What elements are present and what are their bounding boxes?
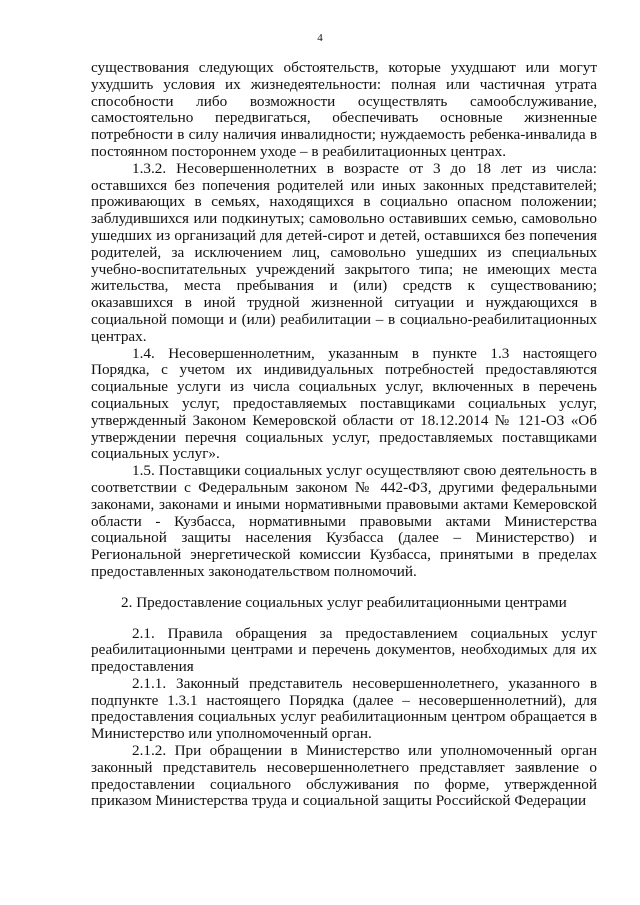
paragraph-2-1: 2.1. Правила обращения за предоставлением социальных услуг реабилитационными центрами и перечень документов, необходимых для их предоставления: [91, 624, 597, 676]
paragraph-1-3-2: 1.3.2. Несовершеннолетних в возрасте от 3 до 18 лет из числа: оставшихся без попечения родителей или иных законных представителей; проживающих в семьях, находящихся в социально опасном положении; заблудившихся или подкинутых; самовольно оставивших семью, самовольно ушедших из организаций для детей-сирот и детей, оставшихся без попечения родителей, за исключением лиц, самовольно ушедших из специальных учебно-воспитательных учреждений закрытого типа; не имеющих места жительства, места пребывания и (или) средств к существованию; оказавшихся в иной трудной жизненной ситуации и нуждающихся в социальной помощи и (или) реабилитации – в социально-реабилитационных центрах.: [91, 159, 597, 345]
paragraph-continuation: существования следующих обстоятельств, которые ухудшают или могут ухудшить условия их жизнедеятельности: полная или частичная утрата способности либо возможности осуществлять самообслуживание, самостоятельно передвигаться, обеспечивать основные жизненные потребности в силу наличия инвалидности; нуждаемость ребенка-инвалида в постоянном постороннем уходе – в реабилитационных центрах.: [91, 59, 597, 160]
paragraph-2-1-1: 2.1.1. Законный представитель несовершеннолетнего, указанного в подпункте 1.3.1 настоящего Порядка (далее – несовершеннолетний), для предоставления социальных услуг реабилитационным центром обращается в Министерство или уполномоченный орган.: [91, 674, 597, 743]
paragraph-1-4: 1.4. Несовершеннолетним, указанным в пункте 1.3 настоящего Порядка, с учетом их индивидуальных потребностей предоставляются социальные услуги из числа социальных услуг, включенных в перечень социальных услуг, предоставляемых поставщиками социальных услуг, утвержденный Законом Кемеровской области от 18.12.2014 № 121-ОЗ «Об утверждении перечня социальных услуг, предоставляемых поставщиками социальных услуг».: [91, 344, 597, 463]
paragraph-2-1-2: 2.1.2. При обращении в Министерство или уполномоченный орган законный представитель несовершеннолетнего представляет заявление о предоставлении социального обслуживания по форме, утвержденной приказом Министерства труда и социальной защиты Российской Федерации: [91, 742, 597, 810]
document-body: [91, 60, 597, 810]
paragraph-1-5: 1.5. Поставщики социальных услуг осуществляют свою деятельность в соответствии с Федеральным законом № 442-ФЗ, другими федеральными законами, законами и иными нормативными правовыми актами Кемеровской области - Кузбасса, нормативными правовыми актами Министерства социальной защиты населения Кузбасса (далее – Министерство) и Региональной энергетической комиссии Кузбасса, принятыми в пределах предоставленных законодательством полномочий.: [91, 462, 597, 580]
section-heading-2: 2. Предоставление социальных услуг реабилитационными центрами: [121, 593, 567, 611]
page-number: 4: [317, 32, 323, 44]
